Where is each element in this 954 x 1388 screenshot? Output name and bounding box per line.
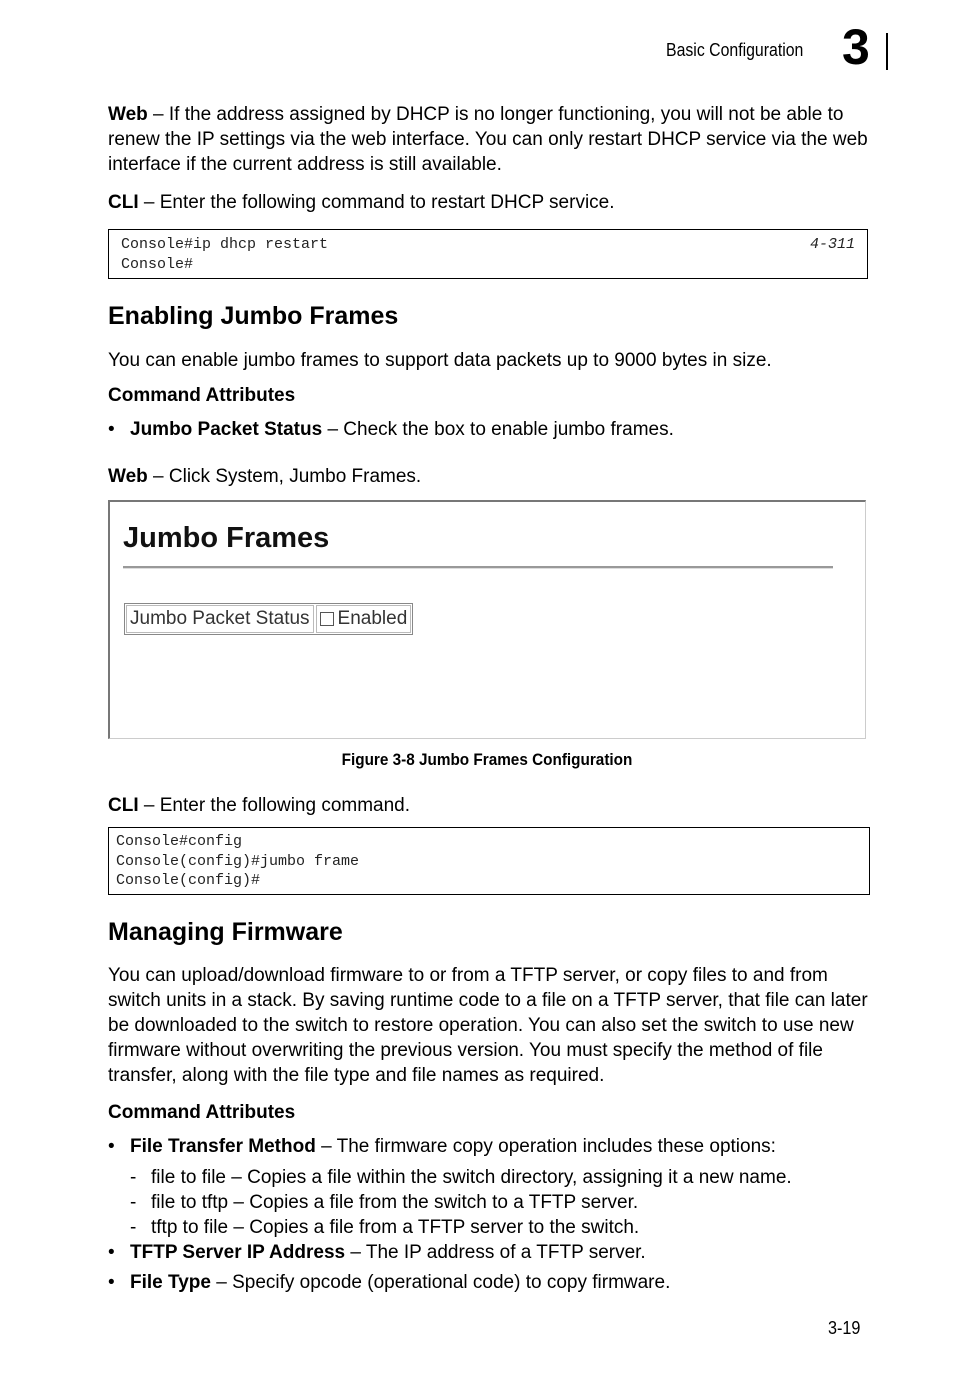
cli-jumbo-paragraph [108,793,868,818]
section-title: Basic Configuration [666,40,804,60]
option-text: file to tftp – Copies a file from the switch to a TFTP server. [151,1192,639,1213]
jumbo-enabled-checkbox[interactable] [320,612,334,626]
bullet-label: Jumbo Packet Status [130,419,323,440]
cli-dhcp-paragraph [108,190,868,215]
checkbox-label: Enabled [337,608,408,629]
bullet-label: File Type [130,1272,211,1293]
heading-enabling-jumbo-frames: Enabling Jumbo Frames [108,302,399,330]
web-dhcp-paragraph [108,102,868,177]
web-dhcp-text: – If the address assigned by DHCP is no longer functioning, you will not be able to renew the IP settings via the web interface. You can only restart DHCP service via the web interface if the current address is still available. [108,104,868,175]
figure-caption: Figure 3-8 Jumbo Frames Configuration [341,750,633,769]
bullet-text: – Specify opcode (operational code) to copy firmware. [210,1272,671,1293]
web-jumbo-text: – Click System, Jumbo Frames. [147,466,422,487]
bullet-label: File Transfer Method [130,1136,316,1157]
code-line: Console(config)#jumbo frame [116,852,360,870]
cli-label: CLI [108,192,139,213]
bullet-text: – Check the box to enable jumbo frames. [322,419,674,440]
command-attributes-heading: Command Attributes [108,385,296,406]
screenshot-title: Jumbo Frames [123,522,330,554]
screenshot-divider [123,566,833,569]
web-label: Web [108,104,148,125]
jumbo-frames-screenshot [108,500,866,739]
jumbo-packet-status-label: Jumbo Packet Status [126,605,314,633]
page-number: 3-19 [828,1318,861,1338]
bullet-label: TFTP Server IP Address [130,1242,346,1263]
code-line: Console#ip dhcp restart [121,236,329,253]
bullet-text: – The firmware copy operation includes these options: [315,1136,776,1157]
jumbo-settings-table [124,603,413,635]
command-attributes-heading: Command Attributes [108,1102,296,1123]
heading-managing-firmware: Managing Firmware [108,918,343,946]
jumbo-intro: You can enable jumbo frames to support data packets up to 9000 bytes in size. [108,350,772,371]
jumbo-enabled-cell[interactable] [316,605,412,633]
bullet-text: – The IP address of a TFTP server. [345,1242,646,1263]
code-line: Console(config)# [116,872,261,889]
firmware-paragraph: You can upload/download firmware to or from a TFTP server, or copy files to and from switch units in a stack. By saving runtime code to a file on a TFTP server, that file can later be downloaded to the switch to restore operation. You can also set the switch to use new firmware without overwriting the previous version. You must specify the method of file transfer, along with the file type and file names as required. [108,965,868,1086]
header-divider [886,33,888,70]
cli-label: CLI [108,795,139,816]
code-block-jumbo [108,827,870,895]
chapter-number: 3 [842,19,870,75]
option-text: file to file – Copies a file within the switch directory, assigning it a new name. [151,1167,792,1188]
option-text: tftp to file – Copies a file from a TFTP server to the switch. [151,1217,640,1238]
cli-dhcp-text: – Enter the following command to restart DHCP service. [138,192,615,213]
code-line: Console# [121,255,194,273]
cli-jumbo-text: – Enter the following command. [138,795,411,816]
code-block-dhcp [108,229,868,279]
command-reference: 4-311 [809,236,855,253]
web-label: Web [108,466,148,487]
code-line: Console#config [116,833,243,850]
web-jumbo-paragraph [108,464,868,489]
